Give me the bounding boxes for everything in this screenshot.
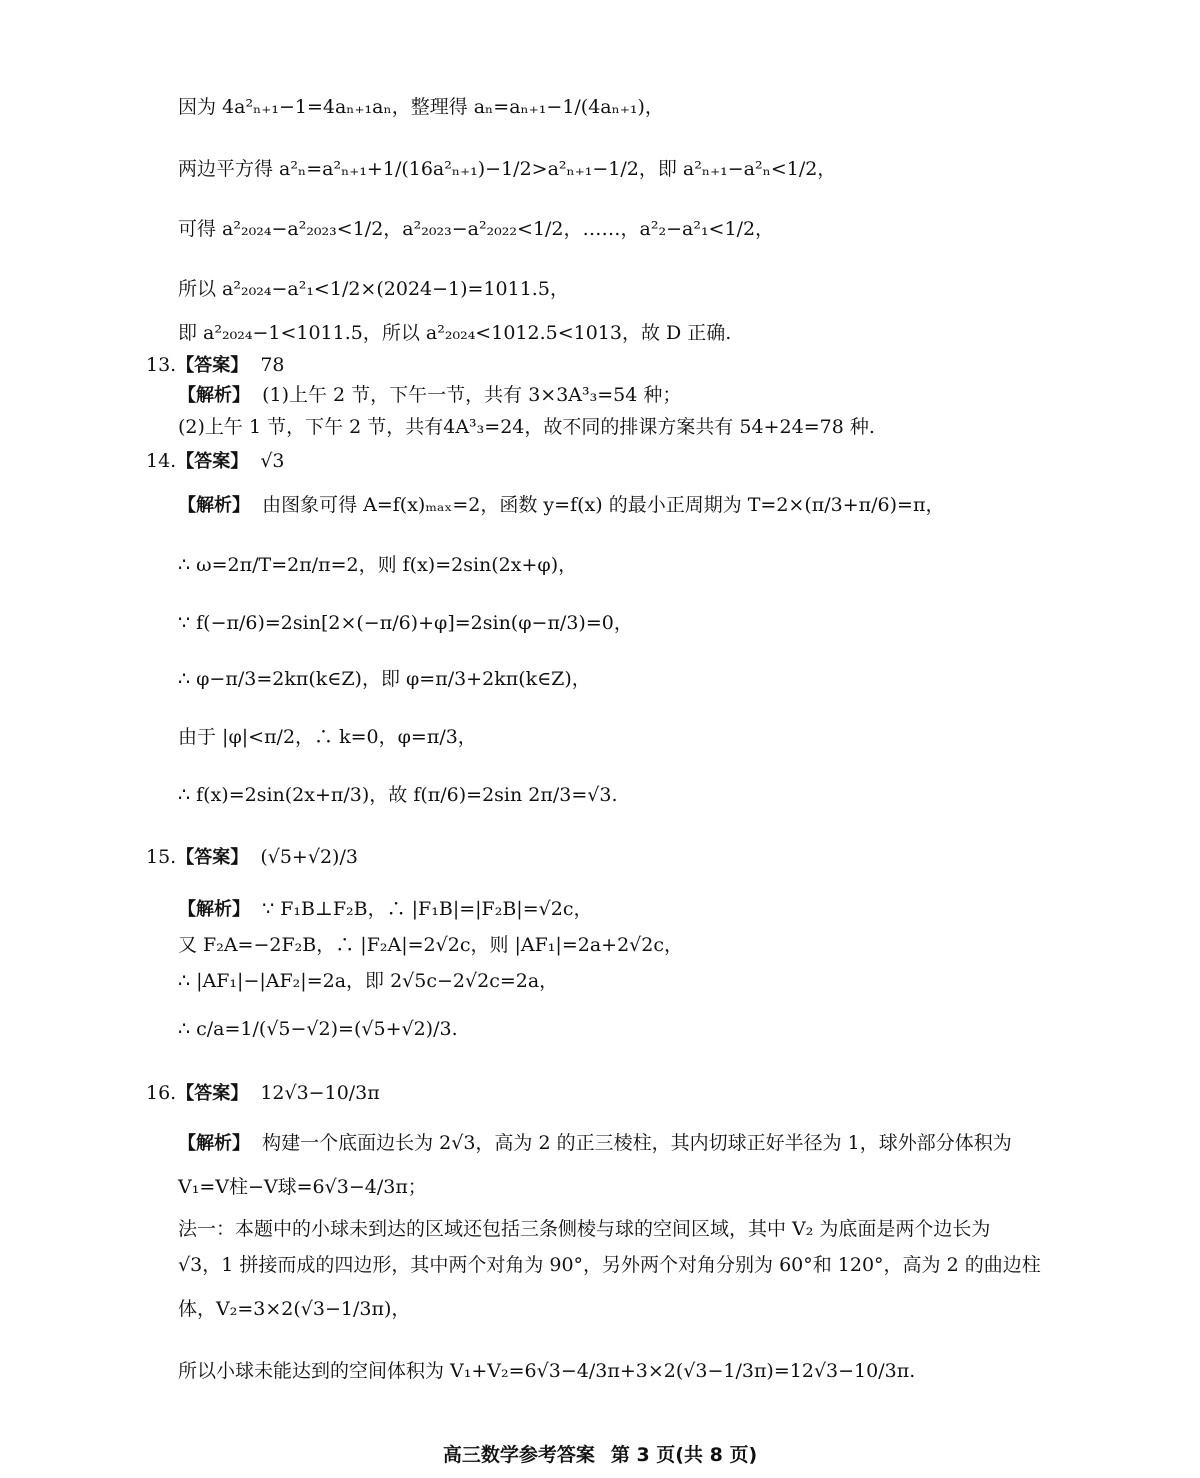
q15-answer-row [146, 848, 358, 867]
answer-label: 【答案】 [176, 1083, 249, 1104]
answer-value: (√5+√2)/3 [260, 846, 358, 868]
footer-title: 高三数学参考答案 [442, 1444, 595, 1466]
answer-label: 【答案】 [176, 451, 249, 472]
analysis-label: 【解析】 [178, 899, 250, 920]
analysis-line: 所以小球未能达到的空间体积为 V₁+V₂=6√3−4/3π+3×2(√3−1/3π)=12√3−10/3π. [178, 1360, 916, 1382]
analysis-label: 【解析】 [178, 495, 250, 516]
q13-answer-row [146, 356, 285, 375]
analysis-line: ∴ c/a=1/(√5−√2)=(√5+√2)/3. [178, 1018, 458, 1040]
analysis-text: (1)上午 2 节，下午一节，共有 3×3A³₃=54 种； [262, 384, 682, 406]
analysis-line: (2)上午 1 节，下午 2 节，共有4A³₃=24，故不同的排课方案共有 54+24=78 种. [178, 416, 875, 438]
solution-line: 两边平方得 a²ₙ=a²ₙ₊₁+1/(16a²ₙ₊₁)−1/2>a²ₙ₊₁−1/2，即 a²ₙ₊₁−a²ₙ<1/2， [178, 158, 837, 180]
q14-analysis-row [178, 496, 944, 515]
analysis-label: 【解析】 [178, 1133, 250, 1154]
answer-value: 12√3−10/3π [260, 1082, 380, 1104]
analysis-line: ∴ φ−π/3=2kπ(k∈Z)，即 φ=π/3+2kπ(k∈Z)， [178, 668, 591, 690]
analysis-text: 构建一个底面边长为 2√3，高为 2 的正三棱柱，其内切球正好半径为 1，球外部分体积为 [262, 1132, 1012, 1154]
page-footer [0, 1440, 1200, 1467]
solution-line: 可得 a²₂₀₂₄−a²₂₀₂₃<1/2，a²₂₀₂₃−a²₂₀₂₂<1/2，……，a²₂−a²₁<1/2， [178, 218, 775, 240]
analysis-line: 由于 |φ|<π/2，∴ k=0，φ=π/3， [178, 726, 477, 748]
analysis-line: ∴ ω=2π/T=2π/π=2，则 f(x)=2sin(2x+φ)， [178, 554, 578, 576]
answer-value: 78 [260, 354, 285, 376]
q16-answer-row [146, 1084, 380, 1103]
answer-label: 【答案】 [176, 355, 249, 376]
question-number: 13. [146, 354, 177, 376]
page-number: 第 3 页(共 8 页) [610, 1444, 758, 1466]
answer-label: 【答案】 [176, 847, 249, 868]
q13-analysis-row [178, 386, 681, 405]
solution-line: 因为 4a²ₙ₊₁−1=4aₙ₊₁aₙ，整理得 aₙ=aₙ₊₁−1/(4aₙ₊₁)， [178, 96, 664, 118]
solution-line: 即 a²₂₀₂₄−1<1011.5，所以 a²₂₀₂₄<1012.5<1013，故 D 正确. [178, 322, 732, 344]
analysis-text: 由图象可得 A=f(x)ₘₐₓ=2，函数 y=f(x) 的最小正周期为 T=2×(π/3+π/6)=π， [262, 494, 945, 516]
q16-analysis-row [178, 1134, 1012, 1153]
analysis-line: 又 F₂A=−2F₂B，∴ |F₂A|=2√2c，则 |AF₁|=2a+2√2c， [178, 934, 684, 956]
analysis-line: √3，1 拼接而成的四边形，其中两个对角为 90°，另外两个对角分别为 60°和 120°，高为 2 的曲边柱 [178, 1254, 1041, 1276]
q15-analysis-row [178, 900, 592, 919]
analysis-line: ∴ f(x)=2sin(2x+π/3)，故 f(π/6)=2sin 2π/3=√3. [178, 784, 618, 806]
question-number: 14. [146, 450, 177, 472]
analysis-line: V₁=V柱−V球=6√3−4/3π； [178, 1176, 427, 1198]
analysis-line: 法一：本题中的小球未到达的区域还包括三条侧棱与球的空间区域，其中 V₂ 为底面是两个边长为 [178, 1218, 991, 1240]
q14-answer-row [146, 452, 285, 471]
analysis-line: 体，V₂=3×2(√3−1/3π)， [178, 1298, 411, 1320]
analysis-label: 【解析】 [178, 385, 250, 406]
solution-line: 所以 a²₂₀₂₄−a²₁<1/2×(2024−1)=1011.5， [178, 278, 569, 300]
analysis-text: ∵ F₁B⊥F₂B，∴ |F₁B|=|F₂B|=√2c， [262, 898, 593, 920]
analysis-line: ∵ f(−π/6)=2sin[2×(−π/6)+φ]=2sin(φ−π/3)=0， [178, 612, 633, 634]
question-number: 16. [146, 1082, 177, 1104]
answer-value: √3 [260, 450, 285, 472]
analysis-line: ∴ |AF₁|−|AF₂|=2a，即 2√5c−2√2c=2a， [178, 970, 559, 992]
question-number: 15. [146, 846, 177, 868]
